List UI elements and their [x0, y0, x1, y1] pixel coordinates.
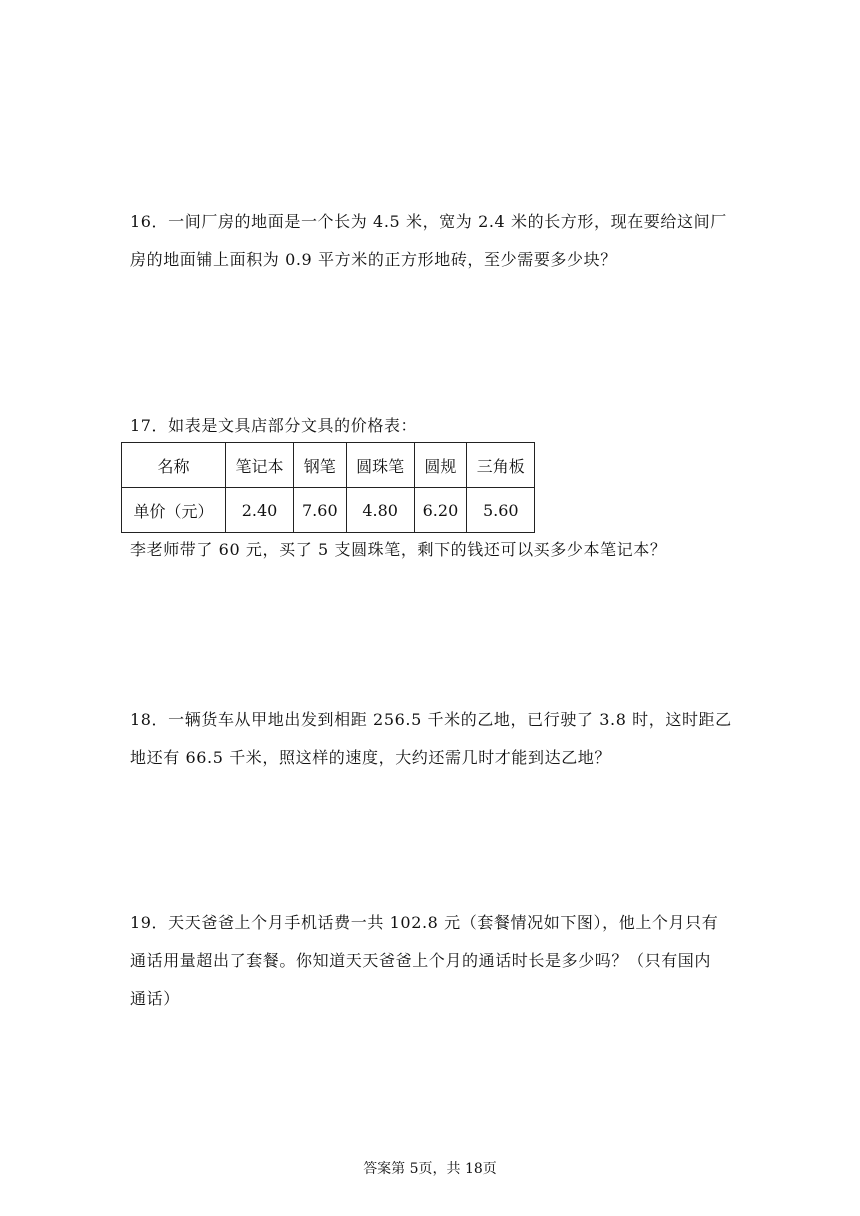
table-cell: 单价（元） [122, 488, 226, 533]
price-table [121, 442, 535, 533]
question-17-intro [130, 407, 740, 445]
price-table-value-row [122, 488, 535, 533]
question-16 [130, 203, 740, 279]
question-16-line-2: 房的地面铺上面积为 0.9 平方米的正方形地砖，至少需要多少块？ [130, 250, 617, 269]
table-cell: 6.20 [414, 488, 467, 533]
table-cell: 7.60 [294, 488, 347, 533]
table-header-cell: 笔记本 [226, 443, 294, 488]
question-16-line-1: 16．一间厂房的地面是一个长为 4.5 米，宽为 2.4 米的长方形，现在要给这间厂 [130, 212, 727, 231]
question-17-question [130, 531, 740, 569]
question-17-question-text: 李老师带了 60 元，买了 5 支圆珠笔，剩下的钱还可以买多少本笔记本？ [130, 540, 667, 559]
table-cell: 4.80 [346, 488, 414, 533]
question-17-intro-text: 17．如表是文具店部分文具的价格表： [130, 416, 418, 435]
question-18-line-2: 地还有 66.5 千米，照这样的速度，大约还需几时才能到达乙地？ [130, 748, 611, 767]
question-19-line-2: 通话用量超出了套餐。你知道天天爸爸上个月的通话时长是多少吗？（只有国内 [130, 951, 712, 970]
table-header-cell: 名称 [122, 443, 226, 488]
table-cell: 5.60 [467, 488, 535, 533]
question-19-line-1: 19．天天爸爸上个月手机话费一共 102.8 元（套餐情况如下图），他上个月只有 [130, 913, 719, 932]
page-number-label: 答案第 5页，共 18页 [363, 1161, 497, 1177]
page-footer [0, 1158, 860, 1178]
question-18-line-1: 18．一辆货车从甲地出发到相距 256.5 千米的乙地，已行驶了 3.8 时，这时距乙 [130, 710, 732, 729]
table-header-cell: 钢笔 [294, 443, 347, 488]
price-table-header-row [122, 443, 535, 488]
table-header-cell: 圆规 [414, 443, 467, 488]
question-19 [130, 904, 740, 1018]
table-header-cell: 三角板 [467, 443, 535, 488]
price-table-container [121, 442, 535, 533]
table-header-cell: 圆珠笔 [346, 443, 414, 488]
question-19-line-3: 通话） [130, 989, 180, 1008]
question-18 [130, 701, 740, 777]
table-cell: 2.40 [226, 488, 294, 533]
